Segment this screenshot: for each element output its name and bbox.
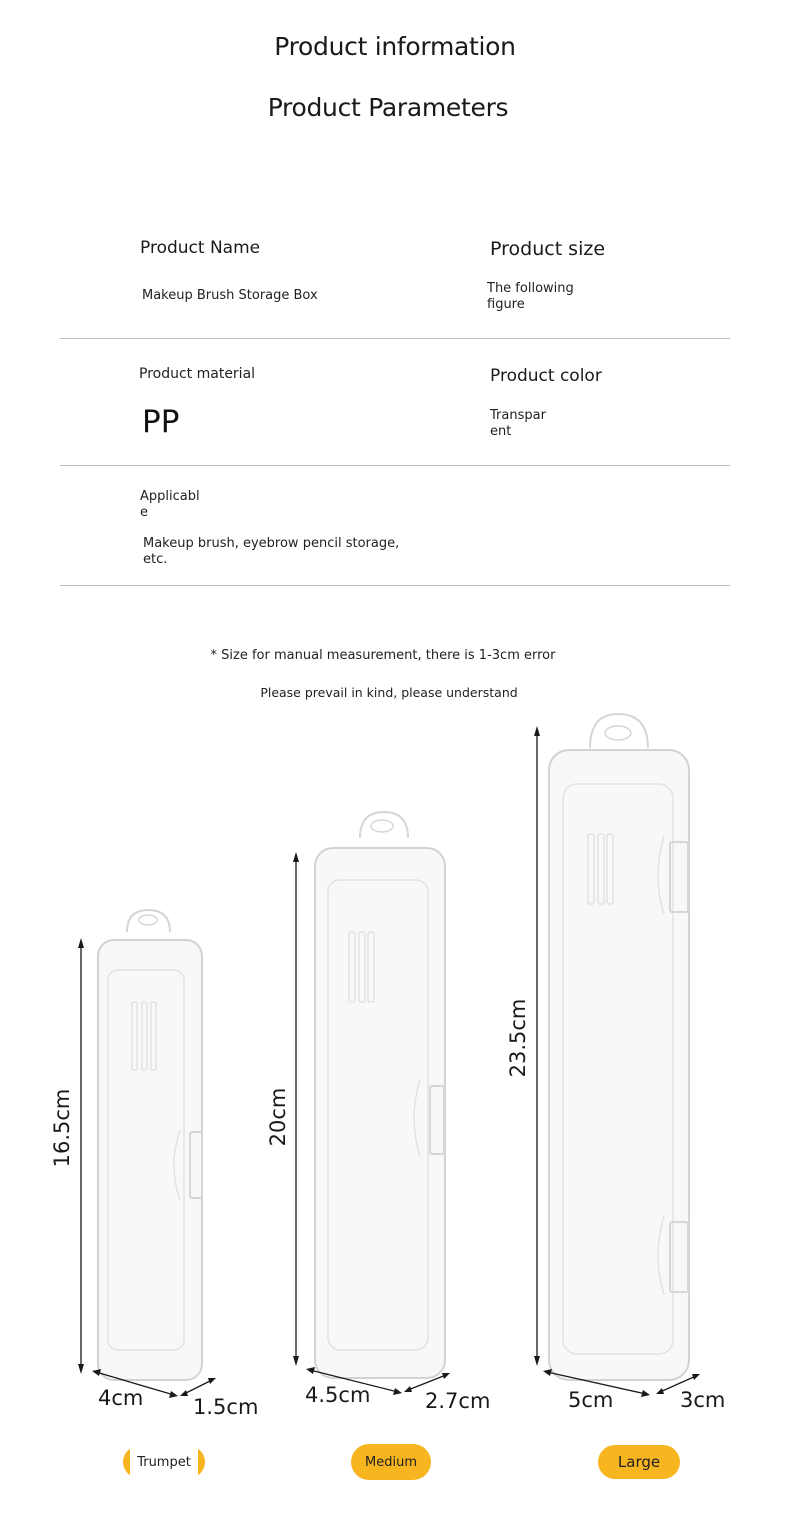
product-color-value-line1: Transpar [490, 408, 546, 423]
medium-height-label: 20cm [266, 1087, 290, 1147]
product-size-label: Product size [490, 238, 606, 260]
small-width-label: 4cm [98, 1386, 144, 1410]
size-badge-large-label: Large [617, 1453, 661, 1471]
applicable-label-line2: e [140, 505, 148, 520]
divider [60, 465, 730, 466]
product-size-value-line2: figure [487, 297, 525, 312]
small-height-label: 16.5cm [50, 1088, 74, 1168]
large-height-dimension [534, 726, 540, 1366]
size-badge-large [598, 1445, 680, 1479]
product-material-label: Product material [139, 366, 256, 382]
medium-depth-label: 2.7cm [425, 1389, 491, 1413]
page-title: Product information [274, 32, 516, 61]
page-subtitle: Product Parameters [267, 93, 509, 122]
medium-height-dimension [293, 852, 299, 1366]
applicable-label [140, 489, 200, 521]
applicable-value-line2: etc. [143, 552, 168, 567]
small-box-image [98, 910, 202, 1380]
large-height-label: 23.5cm [506, 998, 530, 1078]
product-size-value [487, 281, 574, 313]
large-depth-label: 3cm [680, 1388, 726, 1412]
product-color-value [490, 408, 546, 440]
product-name-label: Product Name [140, 238, 261, 258]
medium-width-label: 4.5cm [305, 1383, 371, 1407]
size-badge-trumpet-label: Trumpet [137, 1454, 191, 1470]
applicable-value-line1: Makeup brush, eyebrow pencil storage, [143, 536, 400, 551]
measurement-note: * Size for manual measurement, there is 1-3cm error [210, 648, 556, 663]
product-size-figure [0, 700, 790, 1440]
small-depth-label: 1.5cm [193, 1395, 259, 1419]
product-color-value-line2: ent [490, 424, 512, 439]
large-box-image [549, 714, 689, 1380]
product-material-value: PP [142, 404, 180, 440]
small-height-dimension [78, 938, 84, 1374]
large-width-label: 5cm [568, 1388, 614, 1412]
applicable-label-line1: Applicabl [140, 489, 200, 504]
size-badge-medium-label: Medium [365, 1454, 417, 1470]
size-badge-trumpet [123, 1446, 205, 1478]
applicable-value [143, 536, 399, 568]
product-name-value: Makeup Brush Storage Box [142, 288, 318, 303]
product-size-value-line1: The following [487, 281, 574, 296]
divider [60, 585, 730, 586]
medium-box-image [315, 812, 445, 1378]
divider [60, 338, 730, 339]
prevail-note: Please prevail in kind, please understand [260, 685, 518, 700]
size-badge-medium [351, 1444, 431, 1480]
product-color-label: Product color [490, 366, 602, 386]
